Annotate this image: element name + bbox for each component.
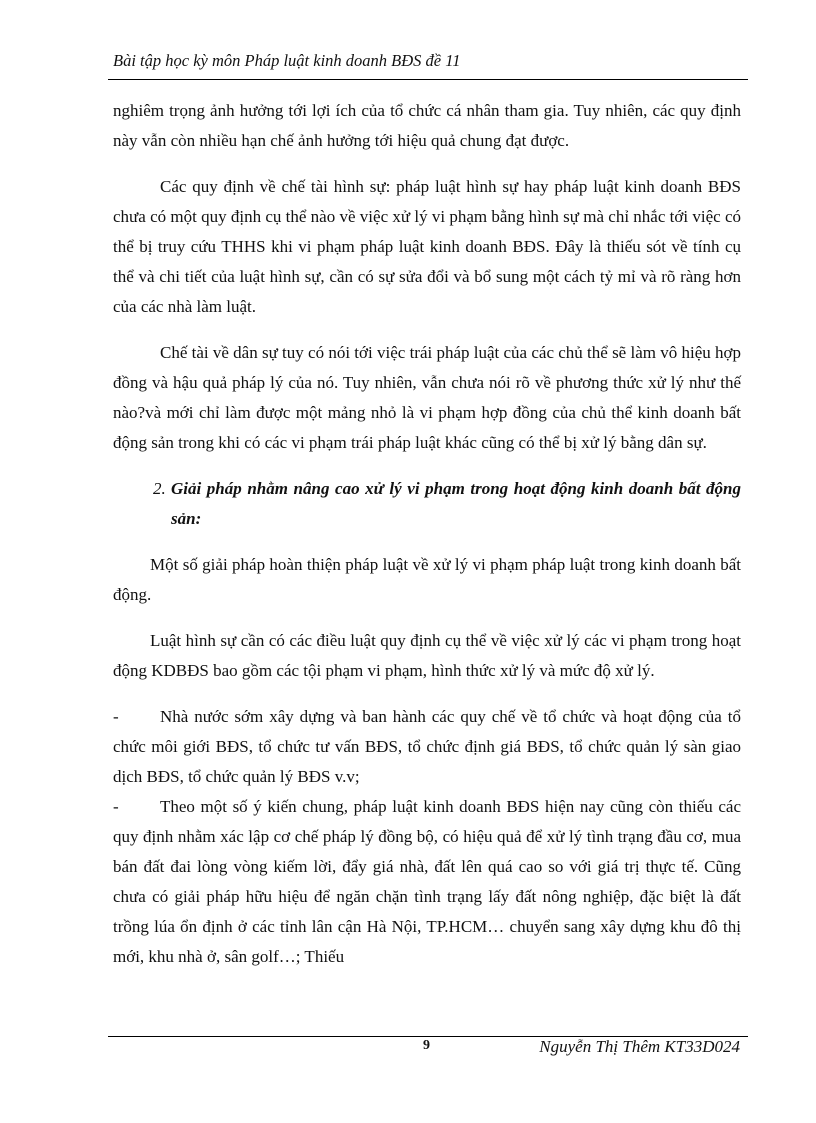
list-item-marker: - [113,797,119,816]
section-title: Giải pháp nhằm nâng cao xử lý vi phạm trong hoạt động kinh doanh bất động sản: [171,479,741,528]
footer-author: Nguyễn Thị Thêm KT33D024 [539,1037,740,1056]
list-item-text: Theo một số ý kiến chung, pháp luật kinh doanh BĐS hiện nay cũng còn thiếu các quy định nhằm xác lập cơ chế pháp lý đồng bộ, có hiệu quả để xử lý tình trạng đầu cơ, mua bán đất đai lòng vòng kiếm lời, đẩy giá nhà, đất lên quá cao so với giá trị thực tế. Cũng chưa có giải pháp hữu hiệu để ngăn chặn tình trạng lấy đất nông nghiệp, đặc biệt là đất trồng lúa ổn định ở các tỉnh lân cận Hà Nội, TP.HCM… chuyển sang xây dựng khu đô thị mới, khu nhà ở, sân golf…; Thiếu [113,797,741,966]
document-body [113,96,741,972]
paragraph-continuation: nghiêm trọng ảnh hưởng tới lợi ích của tổ chức cá nhân tham gia. Tuy nhiên, các quy định này vẫn còn nhiều hạn chế ảnh hưởng tới hiệu quả chung đạt được. [113,101,741,150]
page-header-title: Bài tập học kỳ môn Pháp luật kinh doanh BĐS đề 11 [113,51,461,70]
page-number: 9 [423,1038,430,1053]
list-item [113,792,741,972]
section-heading [113,474,741,534]
header-divider [108,79,748,80]
paragraph-civil-sanctions: Chế tài về dân sự tuy có nói tới việc trái pháp luật của các chủ thể sẽ làm vô hiệu hợp đồng và hậu quả pháp lý của nó. Tuy nhiên, vẫn chưa nói rõ về phương thức xử lý như thế nào?và mới chỉ làm được một mảng nhỏ là vi phạm hợp đồng của chủ thể kinh doanh bất động sản trong khi có các vi phạm trái pháp luật khác cũng có thể bị xử lý bằng dân sự. [113,343,741,452]
paragraph-criminal-law-proposal: Luật hình sự cần có các điều luật quy định cụ thể về việc xử lý các vi phạm trong hoạt động KDBĐS bao gồm các tội phạm vi phạm, hình thức xử lý và mức độ xử lý. [113,631,741,680]
list-item-marker: - [113,707,119,726]
section-number: 2. [153,479,166,498]
list-item-text: Nhà nước sớm xây dựng và ban hành các quy chế về tổ chức và hoạt động của tổ chức môi giới BĐS, tổ chức tư vấn BĐS, tổ chức định giá BĐS, tổ chức quản lý sàn giao dịch BĐS, tổ chức quản lý BĐS v.v; [113,707,741,786]
paragraph-criminal-sanctions: Các quy định về chế tài hình sự: pháp luật hình sự hay pháp luật kinh doanh BĐS chưa có một quy định cụ thể nào về việc xử lý vi phạm bằng hình sự mà chỉ nhắc tới việc có thể bị truy cứu THHS khi vi phạm pháp luật kinh doanh BĐS. Đây là thiếu sót về tính cụ thể và chi tiết của luật hình sự, cần có sự sửa đổi và bổ sung một cách tỷ mỉ và rõ ràng hơn của các nhà làm luật. [113,177,741,316]
paragraph-solutions-intro: Một số giải pháp hoàn thiện pháp luật về xử lý vi phạm pháp luật trong kinh doanh bất động. [113,555,741,604]
list-item [113,702,741,792]
